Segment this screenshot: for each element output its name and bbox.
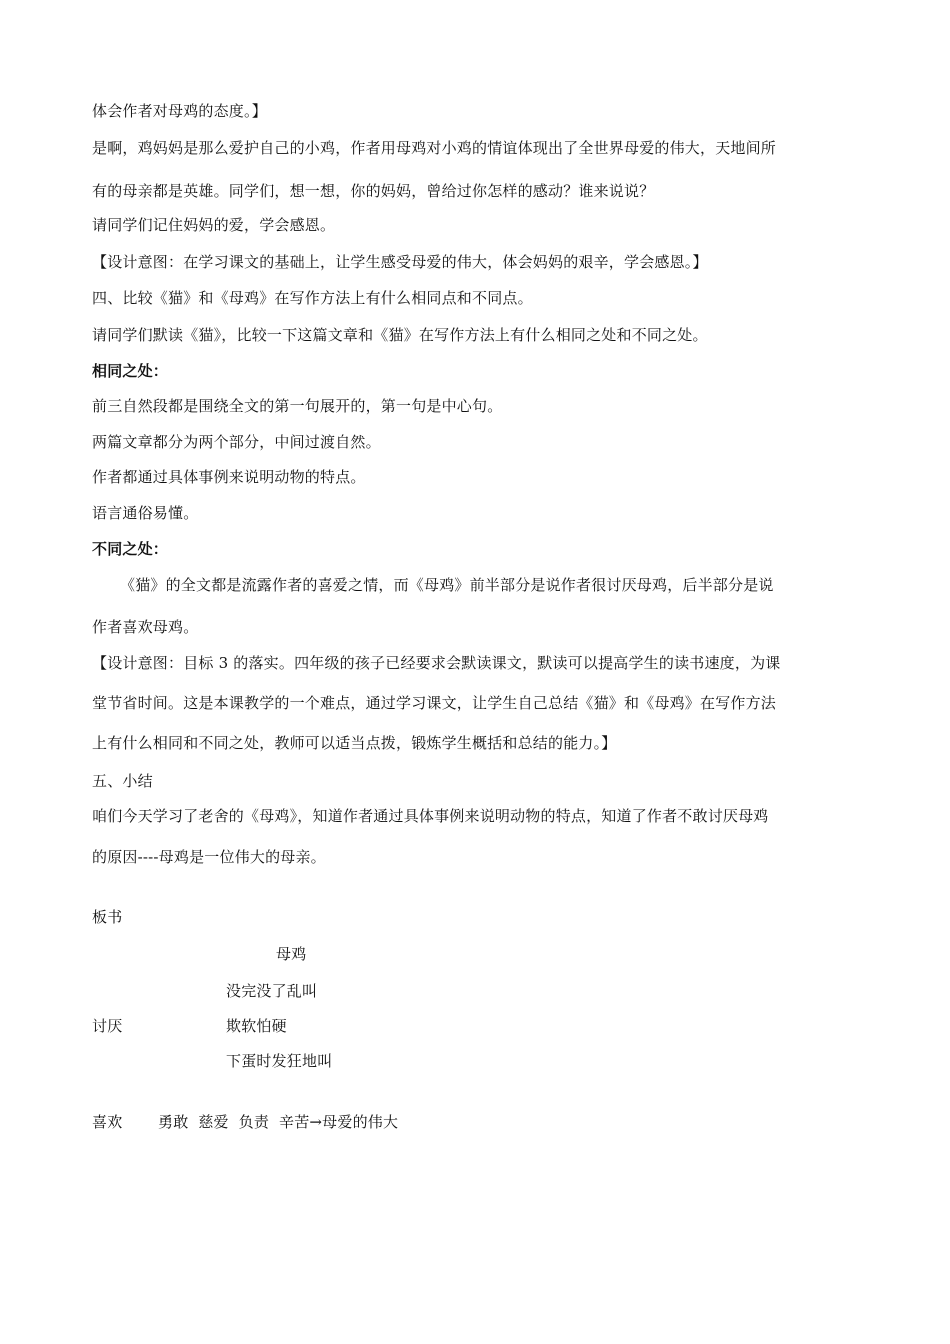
board-like-text: 勇敢 慈爱 负责 辛苦→母爱的伟大 (158, 1113, 399, 1131)
similarities-heading: 相同之处： (92, 362, 169, 380)
text-line: 请同学们默读《猫》，比较一下这篇文章和《猫》在写作方法上有什么相同之处和不同之处。 (92, 326, 708, 344)
similarity-item: 作者都通过具体事例来说明动物的特点。 (92, 468, 366, 486)
board-dislike-label: 讨厌 (92, 1017, 123, 1035)
text-line: 请同学们记住妈妈的爱，学会感恩。 (92, 216, 336, 234)
design-intent-note: 【设计意图：目标 3 的落实。四年级的孩子已经要求会默读课文，默读可以提高学生的读书速度，为课 (92, 654, 781, 672)
text-line: 有的母亲都是英雄。同学们，想一想，你的妈妈，曾给过你怎样的感动？谁来说说？ (92, 182, 655, 200)
design-intent-note: 堂节省时间。这是本课教学的一个难点，通过学习课文，让学生自己总结《猫》和《母鸡》在写作方法 (92, 694, 777, 712)
similarity-item: 两篇文章都分为两个部分，中间过渡自然。 (92, 433, 381, 451)
similarity-item: 语言通俗易懂。 (92, 504, 199, 522)
board-dislike-item: 下蛋时发狂地叫 (226, 1052, 333, 1070)
differences-heading: 不同之处： (92, 540, 169, 558)
similarity-item: 前三自然段都是围绕全文的第一句展开的，第一句是中心句。 (92, 397, 503, 415)
board-dislike-item: 欺软怕硬 (226, 1017, 287, 1035)
difference-text: 作者喜欢母鸡。 (92, 618, 199, 636)
design-intent-note: 上有什么相同和不同之处，教师可以适当点拨，锻炼学生概括和总结的能力。】 (92, 734, 617, 752)
section-heading-compare: 四、比较《猫》和《母鸡》在写作方法上有什么相同点和不同点。 (92, 289, 533, 307)
text-line: 是啊，鸡妈妈是那么爱护自己的小鸡，作者用母鸡对小鸡的情谊体现出了全世界母爱的伟大，天地间所 (92, 139, 777, 157)
board-dislike-item: 没完没了乱叫 (226, 982, 318, 1000)
board-heading: 板书 (92, 908, 123, 926)
difference-text: 《猫》的全文都是流露作者的喜爱之情，而《母鸡》前半部分是说作者很讨厌母鸡，后半部分是说 (120, 576, 774, 594)
summary-text: 的原因----母鸡是一位伟大的母亲。 (92, 848, 326, 866)
section-heading-summary: 五、小结 (92, 772, 153, 790)
text-line: 体会作者对母鸡的态度。】 (92, 102, 267, 120)
board-title: 母鸡 (276, 945, 307, 963)
board-like-label: 喜欢 (92, 1113, 123, 1131)
design-intent-note: 【设计意图：在学习课文的基础上，让学生感受母爱的伟大，体会妈妈的艰辛，学会感恩。】 (92, 253, 708, 271)
summary-text: 咱们今天学习了老舍的《母鸡》，知道作者通过具体事例来说明动物的特点，知道了作者不敢讨厌母鸡 (92, 807, 769, 825)
